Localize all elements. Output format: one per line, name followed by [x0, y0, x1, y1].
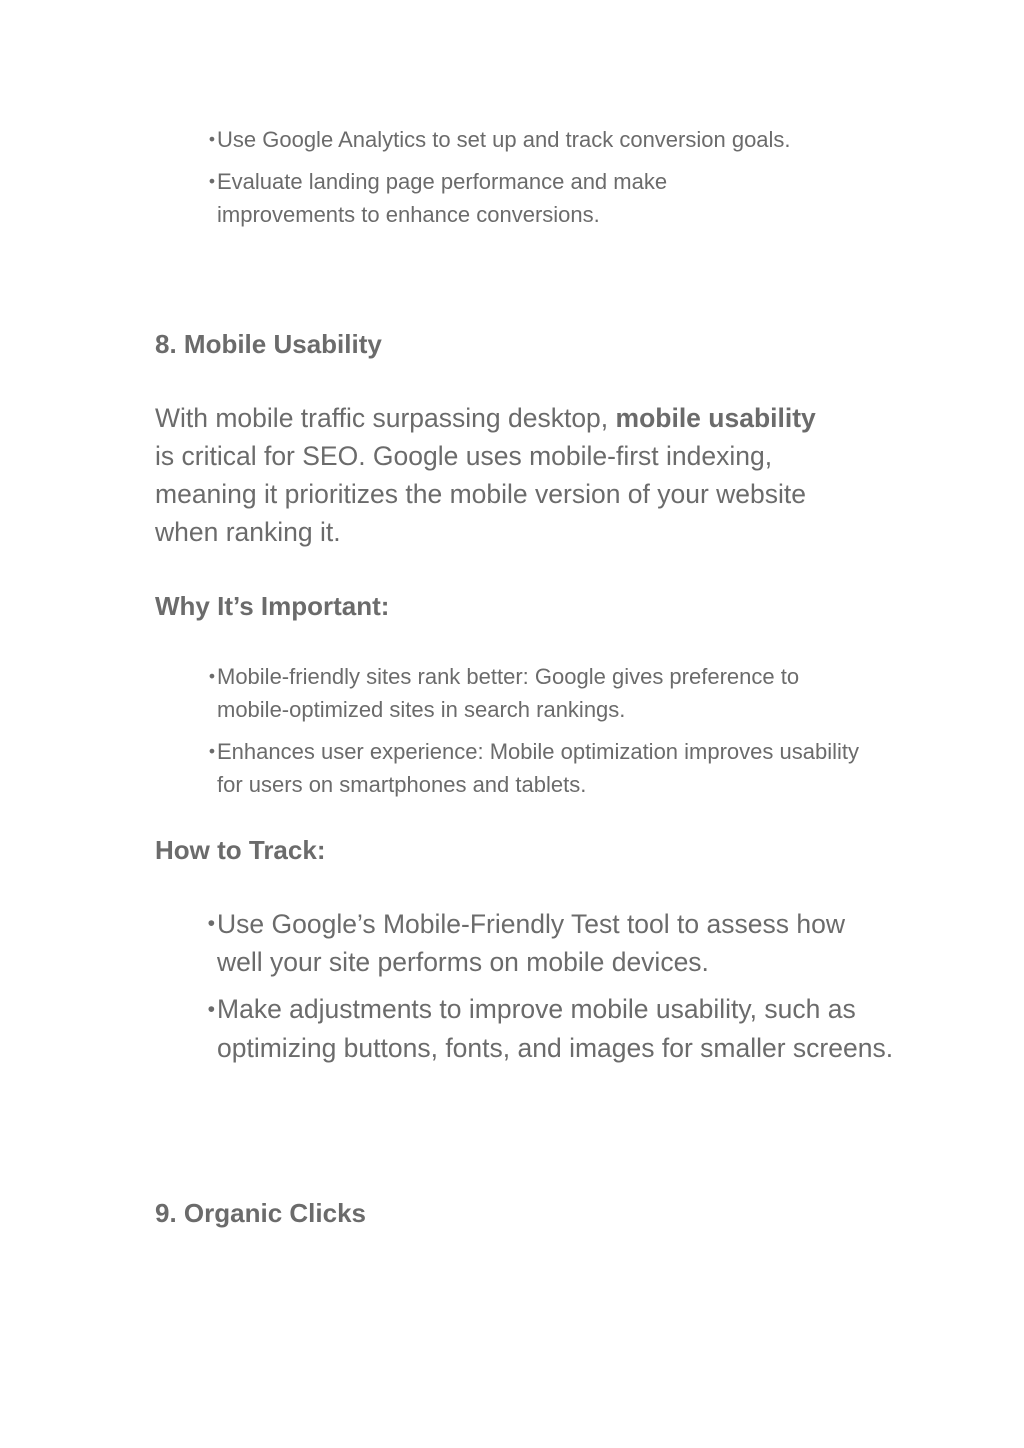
bullet-icon: •: [208, 129, 215, 149]
bullet-icon: •: [208, 666, 215, 686]
bullet-icon: •: [208, 171, 215, 192]
why-important-list: [155, 660, 875, 810]
list-item: •Use Google’s Mobile-Friendly Test tool to assess how well your site performs on mobile devices.: [155, 905, 897, 981]
bullet-icon: •: [208, 741, 215, 762]
conversion-tracking-list: [155, 123, 895, 240]
why-important-heading: Why It’s Important:: [155, 591, 390, 621]
how-to-track-heading: How to Track:: [155, 835, 326, 865]
bullet-icon: •: [207, 997, 215, 1021]
section-heading-organic-clicks: 9. Organic Clicks: [155, 1198, 366, 1228]
list-item: •Evaluate landing page performance and make improvements to enhance conversions.: [155, 165, 757, 231]
mobile-usability-intro: With mobile traffic surpassing desktop, mobile usability is critical for SEO. Google uses mobile-first indexing, meaning it prioritizes the mobile version of your website when ranking it.: [155, 403, 816, 547]
section-heading-mobile-usability: 8. Mobile Usability: [155, 329, 382, 359]
how-to-track-list: [155, 905, 894, 1076]
list-item: •Mobile-friendly sites rank better: Google gives preference to mobile-optimized sites in search rankings.: [155, 660, 877, 726]
list-item: •Use Google Analytics to set up and track conversion goals.: [155, 123, 917, 156]
list-item: •Enhances user experience: Mobile optimization improves usability for users on smartphones and tablets.: [155, 735, 877, 801]
bullet-icon: •: [207, 912, 215, 936]
list-item: •Make adjustments to improve mobile usability, such as optimizing buttons, fonts, and images for smaller screens.: [155, 990, 897, 1066]
intro-bold-term: mobile usability: [615, 403, 816, 433]
